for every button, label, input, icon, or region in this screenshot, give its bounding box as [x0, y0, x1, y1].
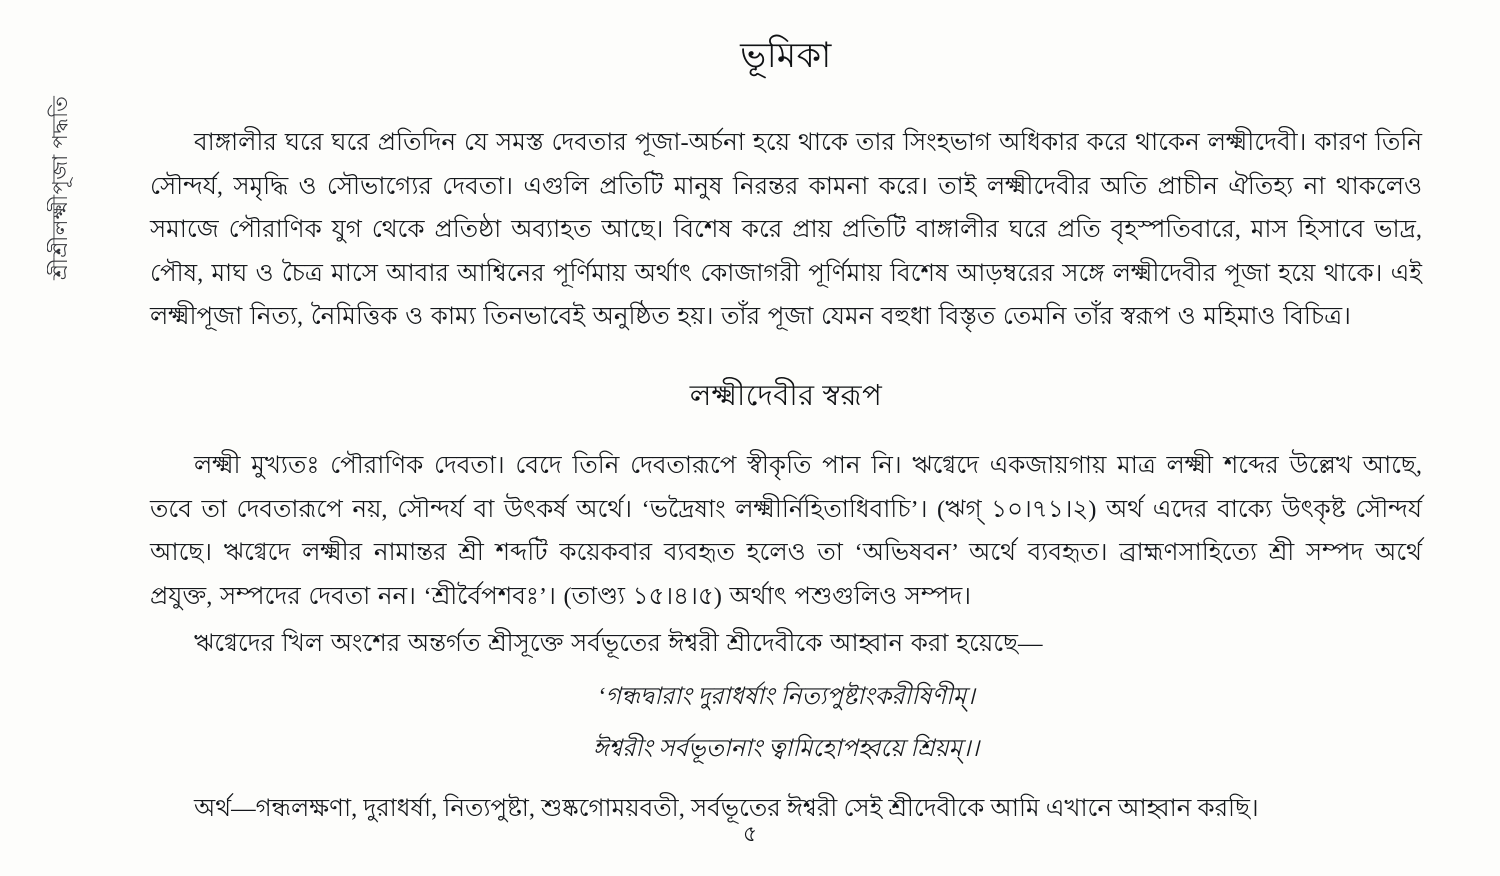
verse-line-1: ‘গন্ধদ্বারাং দুরাধর্ষাং নিত্যপুষ্টাংকরীষিণীম্‌।: [597, 684, 975, 711]
intro-paragraph: বাঙ্গালীর ঘরে ঘরে প্রতিদিন যে সমস্ত দেবতার পূজা-অর্চনা হয়ে থাকে তার সিংহভাগ অধিকার করে থাকেন লক্ষ্মীদেবী। কারণ তিনি সৌন্দর্য, সমৃদ্ধি ও সৌভাগ্যের দেবতা। এগুলি প্রতিটি মানুষ নিরন্তর কামনা করে। তাই লক্ষ্মীদেবীর অতি প্রাচীন ঐতিহ্য না থাকলেও সমাজে পৌরাণিক যুগ থেকে প্রতিষ্ঠা অব্যাহত আছে। বিশেষ করে প্রায় প্রতিটি বাঙ্গালীর ঘরে প্রতি বৃহস্পতিবারে, মাস হিসাবে ভাদ্র, পৌষ, মাঘ ও চৈত্র মাসে আবার আশ্বিনের পূর্ণিমায় অর্থাৎ কোজাগরী পূর্ণিমায় বিশেষ আড়ম্বরের সঙ্গে লক্ষ্মীদেবীর পূজা হয়ে থাকে। এই লক্ষ্মীপূজা নিত্য, নৈমিত্তিক ও কাম্য তিনভাবেই অনুষ্ঠিত হয়। তাঁর পূজা যেমন বহুধা বিস্তৃত তেমনি তাঁর স্বরূপ ও মহিমাও বিচিত্র।: [150, 129, 1422, 331]
page-title: ভূমিকা: [740, 36, 832, 75]
page-number: ৫: [742, 821, 758, 846]
verse-line-2: ঈশ্বরীং সর্বভূতানাং ত্বামিহোপহ্বয়ে শ্রিয়ম্‌।।: [592, 736, 980, 763]
meaning-paragraph: অর্থ—গন্ধলক্ষণা, দুরাধর্ষা, নিত্যপুষ্টা, শুষ্কগোময়বতী, সর্বভূতের ঈশ্বরী সেই শ্রীদেবীকে আমি এখানে আহ্বান করছি।: [194, 795, 1259, 823]
section-heading: লক্ষ্মীদেবীর স্বরূপ: [689, 380, 883, 413]
section-paragraph: লক্ষ্মী মুখ্যতঃ পৌরাণিক দেবতা। বেদে তিনি দেবতারূপে স্বীকৃতি পান নি। ঋগ্বেদে একজায়গায় মাত্র লক্ষ্মী শব্দের উল্লেখ আছে, তবে তা দেবতারূপে নয়, সৌন্দর্য বা উৎকর্ষ অর্থে। ‘ভদ্রৈষাং লক্ষ্মীর্নিহিতাধিবাচি’। (ঋগ্‌ ১০।৭১।২) অর্থ এদের বাক্যে উৎকৃষ্ট সৌন্দর্য আছে। ঋগ্বেদে লক্ষ্মীর নামান্তর শ্রী শব্দটি কয়েকবার ব্যবহৃত হলেও তা ‘অভিষবন’ অর্থে ব্যবহৃত। ব্রাহ্মণসাহিত্যে শ্রী সম্পদ অর্থে প্রযুক্ত, সম্পদের দেবতা নন। ‘শ্রীর্বৈপশবঃ’। (তাণ্ড্য ১৫।৪।৫) অর্থাৎ পশুগুলিও সম্পদ।: [150, 452, 1422, 610]
spine-label: শ্রীশ্রীলক্ষ্মীপূজা পদ্ধতি: [48, 95, 72, 280]
invocation-lead-paragraph: ঋগ্বেদের খিল অংশের অন্তর্গত শ্রীসূক্তে সর্বভূতের ঈশ্বরী শ্রীদেবীকে আহ্বান করা হয়েছে—: [194, 630, 1043, 658]
